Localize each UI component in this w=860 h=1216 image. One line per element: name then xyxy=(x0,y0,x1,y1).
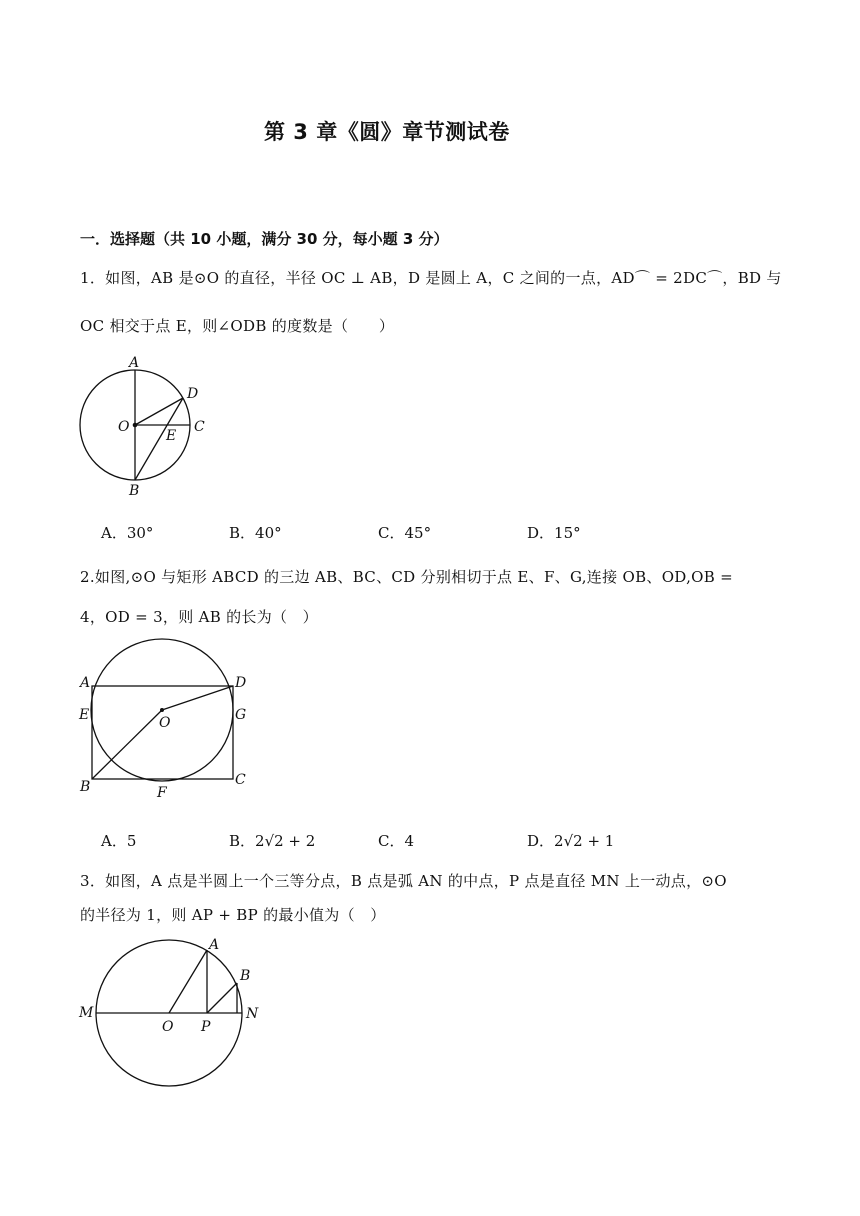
q1-label-o: O xyxy=(118,419,130,435)
q3-segment-bp xyxy=(207,983,237,1013)
q2-label-b: B xyxy=(80,779,91,795)
q1-option-c: C．45° xyxy=(378,524,432,542)
q3-text-line1: 3．如图，A 点是半圆上一个三等分点，B 点是弧 AN 的中点，P 点是直径 MN 上一动点，⊙O xyxy=(80,872,727,890)
q2-label-d: D xyxy=(235,675,247,691)
q2-center-dot xyxy=(160,708,164,712)
q3-figure xyxy=(75,932,275,1082)
page-title: 第 3 章《圆》章节测试卷 xyxy=(264,120,510,144)
section-heading: 一．选择题（共 10 小题，满分 30 分，每小题 3 分） xyxy=(80,230,449,248)
q2-label-a: A xyxy=(80,675,91,691)
q2-label-f: F xyxy=(157,785,167,801)
q1-text-line1: 1．如图，AB 是⊙O 的直径，半径 OC ⊥ AB，D 是圆上 A，C 之间的一点，AD⌒ = 2DC⌒，BD 与 xyxy=(80,269,782,287)
q3-label-o: O xyxy=(162,1019,174,1035)
q3-text-line2: 的半径为 1，则 AP + BP 的最小值为（ ） xyxy=(80,906,386,924)
q2-option-b: B．2√2 + 2 xyxy=(229,832,316,850)
q1-label-d: D xyxy=(187,386,199,402)
q2-segment-od xyxy=(162,686,233,710)
q2-option-d: D．2√2 + 1 xyxy=(527,832,615,850)
q2-option-c: C．4 xyxy=(378,832,415,850)
q3-label-n: N xyxy=(246,1006,259,1022)
q3-label-p: P xyxy=(201,1019,211,1035)
q1-figure xyxy=(70,352,230,502)
q1-option-b: B．40° xyxy=(229,524,282,542)
q2-segment-ob xyxy=(92,710,162,779)
q2-label-e: E xyxy=(79,707,90,723)
q3-label-m: M xyxy=(79,1005,94,1021)
q1-label-c: C xyxy=(194,419,205,435)
q3-label-b: B xyxy=(240,968,251,984)
q3-segment-oa xyxy=(169,950,207,1013)
q2-text-line2: 4，OD = 3，则 AB 的长为（ ） xyxy=(80,608,318,626)
q1-option-a: A．30° xyxy=(101,524,154,542)
q2-rectangle-abcd xyxy=(92,686,233,779)
q1-label-e: E xyxy=(166,428,177,444)
q1-label-b: B xyxy=(129,483,140,499)
q3-label-a: A xyxy=(209,937,220,953)
q2-text-line1: 2.如图,⊙O 与矩形 ABCD 的三边 AB、BC、CD 分别相切于点 E、F、G,连接 OB、OD,OB = xyxy=(80,568,734,586)
q2-label-c: C xyxy=(235,772,246,788)
q1-text-line2: OC 相交于点 E，则∠ODB 的度数是（ ） xyxy=(80,317,395,335)
q1-label-a: A xyxy=(129,355,140,371)
q1-option-d: D．15° xyxy=(527,524,581,542)
q2-option-a: A．5 xyxy=(101,832,137,850)
q2-figure xyxy=(75,640,255,800)
q1-center-dot xyxy=(133,423,138,428)
q2-label-g: G xyxy=(235,707,247,723)
q2-label-o: O xyxy=(159,715,171,731)
